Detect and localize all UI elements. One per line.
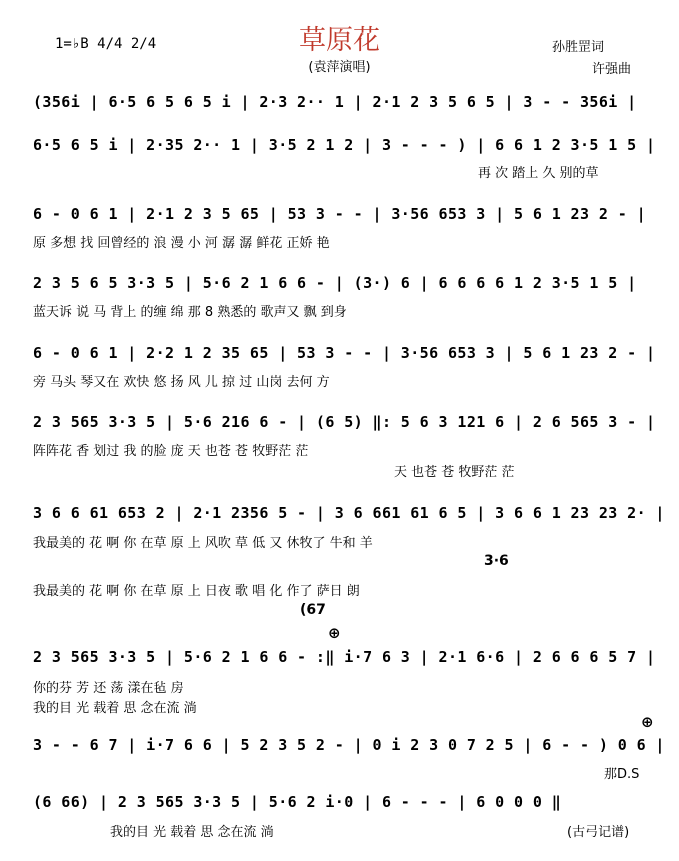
notation-line-1: (356i | 6·5 6 5 6 5 i | 2·3 2·· 1 | 2·1 2 3 5 6 5 | 3 - - 356i | — [33, 93, 637, 111]
notation-line-10: (6 66) | 2 3 565 3·3 5 | 5·6 2 i·0 | 6 - - - | 6 0 0 0 ‖ — [33, 793, 562, 811]
alternate-notes: 3·6 — [484, 553, 509, 569]
singer-credit: (袁萍演唱) — [308, 60, 371, 75]
lyricist-credit: 孙胜罡词 — [552, 40, 605, 55]
lyric-line-6b: 天 也苍 苍 牧野茫 茫 — [394, 465, 515, 480]
song-title: 草原花 — [299, 25, 380, 56]
lyric-line-8: 你的芬 芳 还 荡 漾在毡 房 — [33, 681, 184, 696]
ds-marker: 那D.S — [604, 767, 640, 782]
lyric-line-7: 我最美的 花 啊 你 在草 原 上 风吹 草 低 又 休牧了 牛和 羊 — [33, 536, 373, 551]
lyric-line-6: 阵阵花 香 划过 我 的脸 庞 天 也苍 苍 牧野茫 茫 — [33, 444, 309, 459]
notation-line-7: 3 6 6 61 653 2 | 2·1 2356 5 - | 3 6 661 61 6 5 | 3 6 6 1 23 23 2· | — [33, 504, 665, 522]
notation-line-9: 3 - - 6 7 | i·7 6 6 | 5 2 3 5 2 - | 0 i 2 3 0 7 2 5 | 6 - - ) 0 6 | — [33, 736, 665, 754]
coda-sign-1: ⊕ — [328, 624, 341, 642]
notation-line-6: 2 3 565 3·3 5 | 5·6 216 6 - | (6 5) ‖: 5 6 3 121 6 | 2 6 565 3 - | — [33, 413, 656, 431]
lyric-line-4: 蓝天诉 说 马 背上 的缠 绵 那 8 熟悉的 歌声又 飘 到身 — [33, 305, 347, 320]
lyric-line-5: 旁 马头 琴又在 欢快 悠 扬 风 儿 掠 过 山岗 去何 方 — [33, 375, 330, 390]
notation-line-4: 2 3 5 6 5 3·3 5 | 5·6 2 1 6 6 - | (3·) 6 | 6 6 6 6 1 2 3·5 1 5 | — [33, 274, 637, 292]
key-signature: 1=♭B 4/4 2/4 — [55, 36, 157, 52]
composer-credit: 许强曲 — [592, 62, 632, 77]
notation-line-8: 2 3 565 3·3 5 | 5·6 2 1 6 6 - :‖ i·7 6 3 | 2·1 6·6 | 2 6 6 6 5 7 | — [33, 648, 656, 666]
notation-line-3: 6 - 0 6 1 | 2·1 2 3 5 65 | 53 3 - - | 3·56 653 3 | 5 6 1 23 2 - | — [33, 205, 646, 223]
lyric-line-7b: 我最美的 花 啊 你 在草 原 上 日夜 歌 唱 化 作了 萨日 朗 — [33, 584, 360, 599]
bracket-note: (67 — [300, 602, 326, 618]
transcriber-credit: (古弓记谱) — [567, 825, 630, 840]
lyric-line-2: 再 次 踏上 久 别的草 — [478, 166, 599, 181]
lyric-line-3: 原 多想 找 回曾经的 浪 漫 小 河 潺 潺 鲜花 正娇 艳 — [33, 236, 330, 251]
notation-line-5: 6 - 0 6 1 | 2·2 1 2 35 65 | 53 3 - - | 3·56 653 3 | 5 6 1 23 2 - | — [33, 344, 656, 362]
lyric-line-10: 我的目 光 载着 思 念在流 淌 — [110, 825, 274, 840]
notation-line-2: 6·5 6 5 i | 2·35 2·· 1 | 3·5 2 1 2 | 3 - - - ) | 6 6 1 2 3·5 1 5 | — [33, 136, 656, 154]
coda-sign-2: ⊕ — [641, 713, 654, 731]
lyric-line-8b: 我的目 光 载着 思 念在流 淌 — [33, 701, 197, 716]
